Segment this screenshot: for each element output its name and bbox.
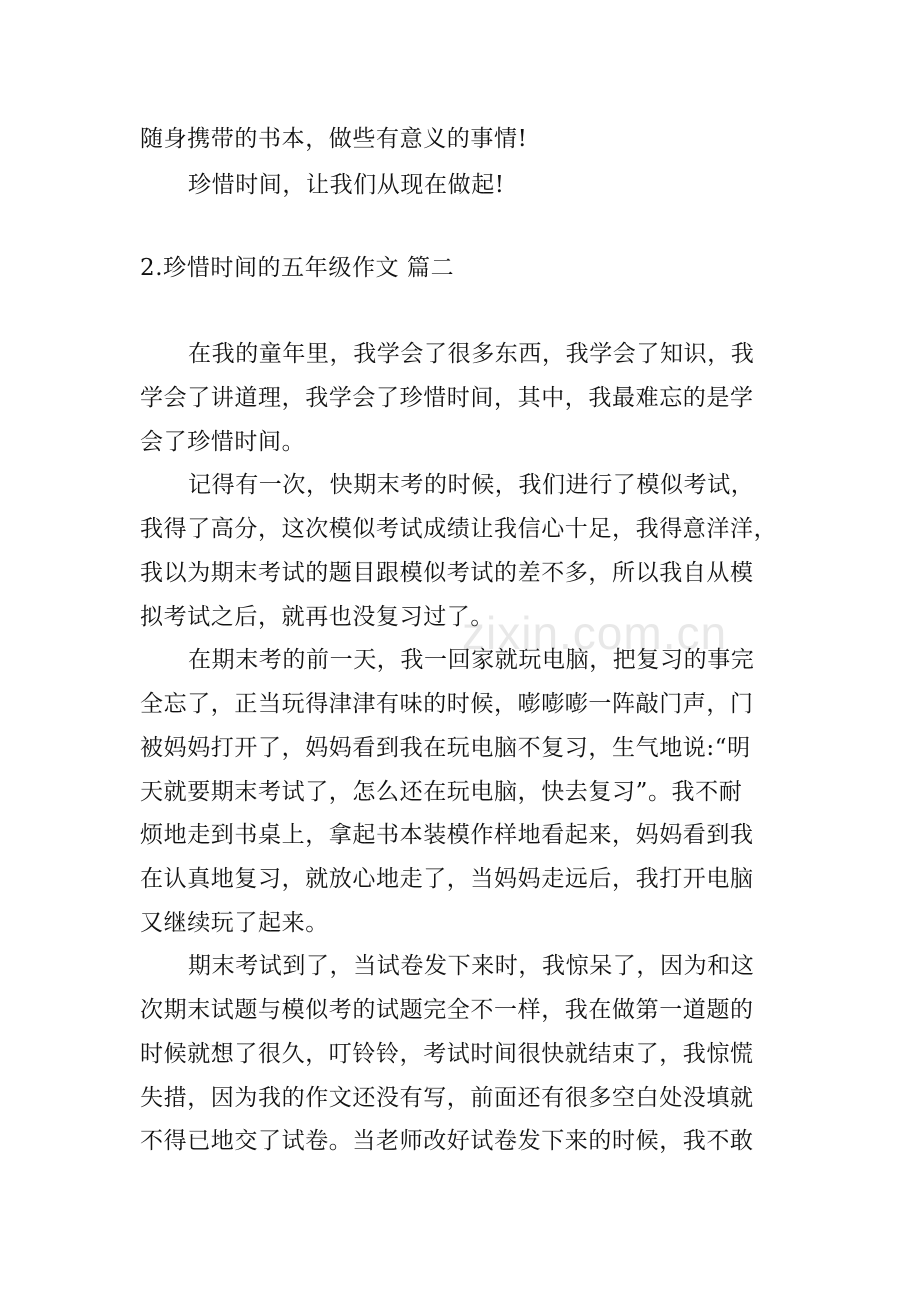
text-line: 又继续玩了起来。 [140,910,329,936]
text-line: 在我的童年里，我学会了很多东西，我学会了知识，我 [188,341,755,367]
text-line: 会了珍惜时间。 [140,429,306,455]
text-line: 拟考试之后，就再也没复习过了。 [140,604,494,630]
text-line: 随身携带的书本，做些有意义的事情! [140,126,528,152]
text-line: 次期末试题与模似考的试题完全不一样，我在做第一道题的 [140,997,754,1023]
text-line: 珍惜时间，让我们从现在做起! [188,172,505,198]
text-line: 我以为期末考试的题目跟模似考试的差不多，所以我自从模 [140,560,754,586]
text-line: 学会了讲道理，我学会了珍惜时间，其中，我最难忘的是学 [140,385,754,411]
text-line: 天就要期末考试了，怎么还在玩电脑，快去复习”。我不耐 [140,779,743,805]
text-line: 失措，因为我的作文还没有写，前面还有很多空白处没填就 [140,1085,754,1111]
text-line: 被妈妈打开了，妈妈看到我在玩电脑不复习，生气地说:“明 [140,735,751,761]
text-line: 我得了高分，这次模似考试成绩让我信心十足，我得意洋洋， [140,516,778,542]
text-line: 时候就想了很久，叮铃铃，考试时间很快就结束了，我惊慌 [140,1041,754,1067]
text-line: 烦地走到书桌上，拿起书本装模作样地看起来，妈妈看到我 [140,822,754,848]
watermark: zixin.com.cn [462,607,728,659]
text-line: 记得有一次，快期末考的时候，我们进行了模似考试， [188,472,755,498]
text-line: 在认真地复习，就放心地走了，当妈妈走远后，我打开电脑 [140,866,754,892]
text-line: 在期末考的前一天，我一回家就玩电脑，把复习的事完 [188,647,755,673]
text-line: 不得已地交了试卷。当老师改好试卷发下来的时候，我不敢 [140,1128,754,1154]
text-line: 期末考试到了，当试卷发下来时，我惊呆了，因为和这 [188,953,755,979]
text-line: 全忘了，正当玩得津津有味的时候，嘭嘭嘭一阵敲门声，门 [140,691,754,717]
section-heading: 2.珍惜时间的五年级作文 篇二 [140,255,455,281]
